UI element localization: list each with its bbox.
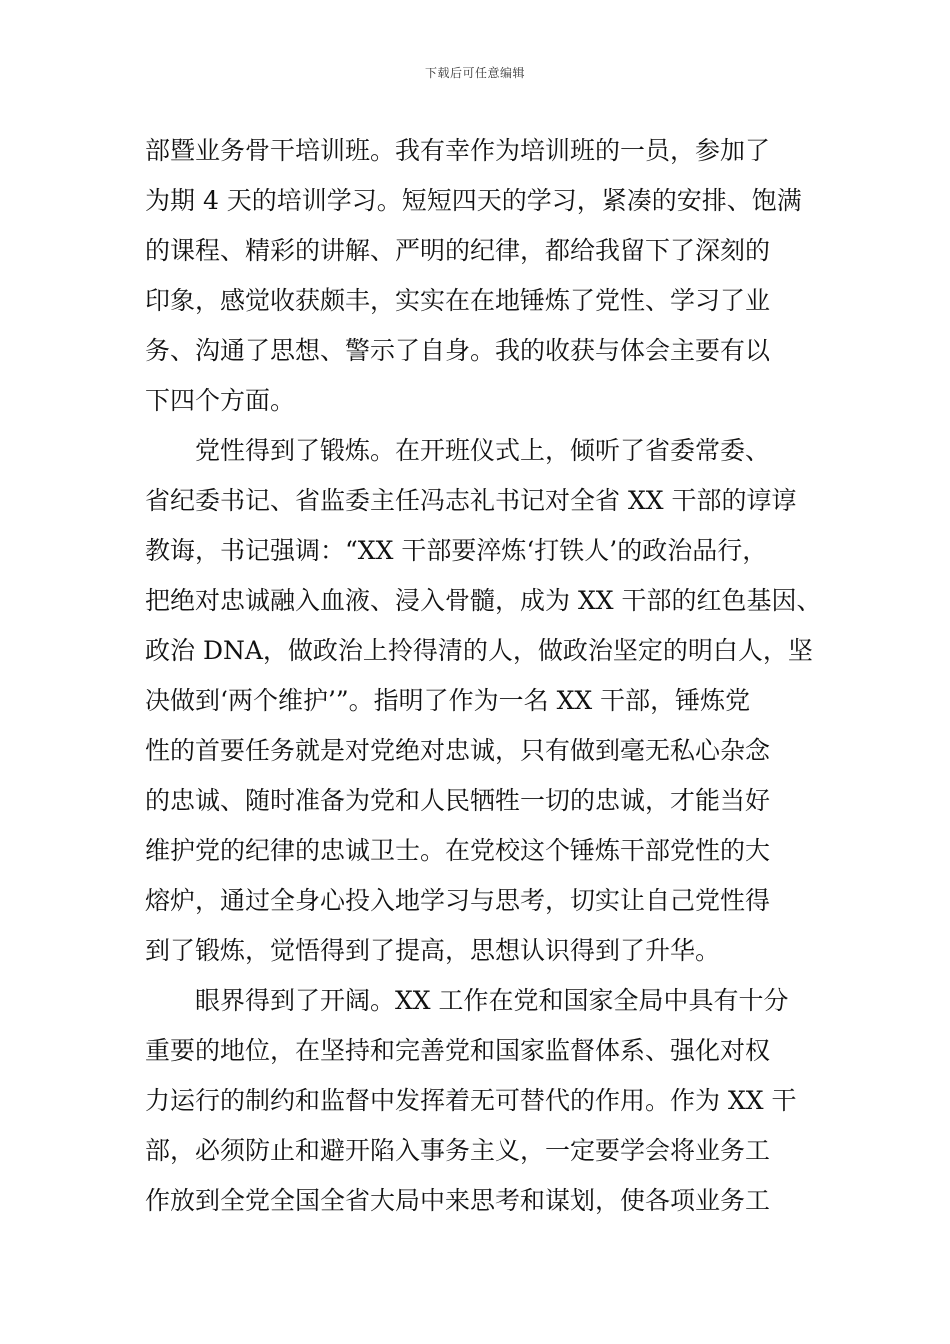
text-line: 下四个方面。: [145, 386, 296, 415]
page-header: 下载后可任意编辑: [424, 66, 525, 80]
text-line: 政治 DNA，做政治上拎得清的人，做政治坚定的明白人，坚: [145, 636, 813, 665]
text-line: 力运行的制约和监督中发挥着无可替代的作用。作为 XX 干: [145, 1086, 797, 1115]
body-text: [145, 126, 825, 1226]
text-line: 性的首要任务就是对党绝对忠诚，只有做到毫无私心杂念: [145, 736, 771, 765]
text-line: 务、沟通了思想、警示了自身。我的收获与体会主要有以: [145, 336, 771, 365]
text-line: 的课程、精彩的讲解、严明的纪律，都给我留下了深刻的: [145, 236, 771, 265]
text-line: 省纪委书记、省监委主任冯志礼书记对全省 XX 干部的谆谆: [145, 486, 797, 515]
text-line: 把绝对忠诚融入血液、浸入骨髓，成为 XX 干部的红色基因、: [145, 586, 822, 615]
text-line: 重要的地位，在坚持和完善党和国家监督体系、强化对权: [145, 1036, 771, 1065]
text-line: 教诲，书记强调：“XX 干部要淬炼‘打铁人’的政治品行，: [145, 536, 768, 565]
text-line: 维护党的纪律的忠诚卫士。在党校这个锤炼干部党性的大: [145, 836, 771, 865]
text-line: 到了锻炼，觉悟得到了提高，思想认识得到了升华。: [145, 936, 721, 965]
text-line: 决做到‘两个维护’”。指明了作为一名 XX 干部，锤炼党: [145, 686, 751, 715]
text-line: 熔炉，通过全身心投入地学习与思考，切实让自己党性得: [145, 886, 771, 915]
paragraph-start-line: 眼界得到了开阔。XX 工作在党和国家全局中具有十分: [145, 986, 789, 1015]
paragraph-start-line: 党性得到了锻炼。在开班仪式上，倾听了省委常委、: [145, 436, 771, 465]
text-line: 为期 4 天的培训学习。短短四天的学习，紧凑的安排、饱满: [145, 186, 802, 215]
text-line: 部暨业务骨干培训班。我有幸作为培训班的一员，参加了: [145, 136, 771, 165]
text-line: 部，必须防止和避开陷入事务主义，一定要学会将业务工: [145, 1136, 771, 1165]
text-line: 的忠诚、随时准备为党和人民牺牲一切的忠诚，才能当好: [145, 786, 771, 815]
text-line: 作放到全党全国全省大局中来思考和谋划，使各项业务工: [145, 1186, 771, 1215]
text-line: 印象，感觉收获颇丰，实实在在地锤炼了党性、学习了业: [145, 286, 771, 315]
